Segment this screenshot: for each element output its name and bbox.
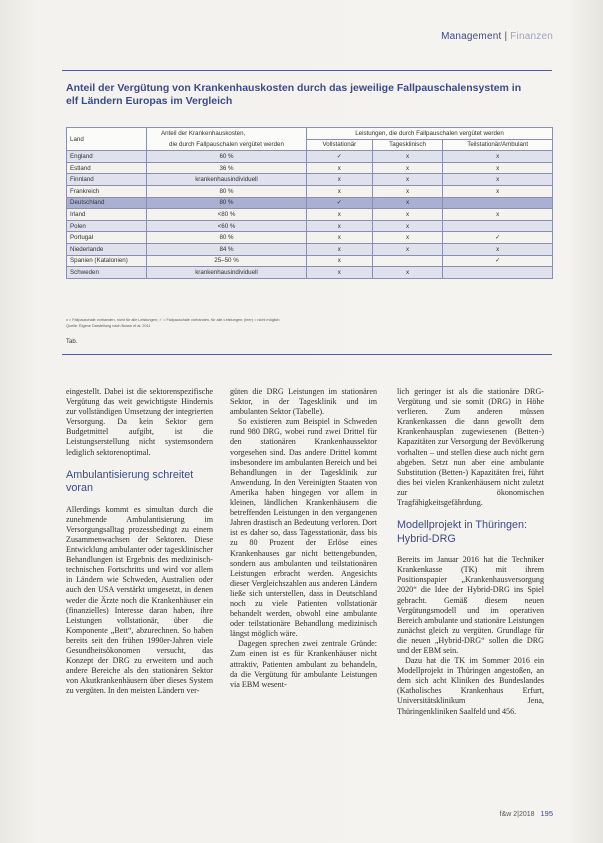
cell-tagesklinisch: x [372,151,443,163]
table-row [67,267,553,279]
cell-land: Schweden [67,267,147,279]
cell-anteil: 80 % [147,197,307,209]
cell-tagesklinisch: x [372,220,443,232]
header-leistungen: Leistungen, die durch Fallpauschalen vergütet werden [307,128,553,140]
page-number: 195 [540,809,553,818]
cell-teilstationaer [443,267,553,279]
cell-anteil: 80 % [147,185,307,197]
paragraph: eingestellt. Dabei ist die sektorenspezifische Vergütung das weit gewichtigste Hindernis zur vollständigen Umsetzung der integrierten Versorgung. Da kein Sektor gern Budgetmittel aufgibt, ist die Leistungserstellung nicht systemsondern lediglich sektorenoptimal. [66,387,213,457]
cell-vollstationaer: ✓ [307,151,373,163]
paragraph: Dazu hat die TK im Sommer 2016 ein Modellprojekt in Thüringen angestoßen, an dem sich acht Kliniken des Bundeslandes (Katholisches Krankenhaus Erfurt, Universitätsklinikum Jena, Thüringenkliniken Saalfeld und 456. [397,656,544,716]
table-row-highlighted [67,197,553,209]
cell-land: Spanien (Katalonien) [67,255,147,267]
footnote-line: x = Fallpauschale vorhanden, nicht für alle Leistungen; ✓ = Fallpauschale vorhanden, für alle Leistungen; (leer) = nicht möglich [66,318,280,322]
table-row [67,220,553,232]
table-row [67,185,553,197]
cell-vollstationaer: x [307,174,373,186]
cell-anteil: 84 % [147,243,307,255]
table-title: Anteil der Vergütung von Krankenhauskosten durch das jeweilige Fallpauschalensystem in elf Ländern Europas im Vergleich [66,82,522,107]
cell-vollstationaer: x [307,209,373,221]
cell-teilstationaer: ✓ [443,232,553,244]
cell-land: Deutschland [67,197,147,209]
table-top-rule [62,70,552,71]
cell-teilstationaer: x [443,209,553,221]
header-anteil-line1: Anteil der Krankenhauskosten, [147,128,307,140]
paragraph: Allerdings kommt es simultan durch die zunehmende Ambulantisierung im Versorgungsalltag prozessbedingt zu einem Zusammenwachsen der Sektoren. Diese Entwicklung ambulanter oder tagesklinischer Behandlungen ist Ergebnis des medizinisch-technischen Fortschritts und wird vor allem in Ländern wie Schweden, Australien oder auch den USA verstärkt umgesetzt, in denen weder die Ärzte noch die Krankenhäuser ein (finanzielles) Interesse daran haben, ihre Leistungen vollstationär, über die Komponente „Bett“, abzurechnen. So haben bereits seit den frühen 1990er-Jahren viele Gesundheitsökonomen versucht, das Konzept der DRG zu erweitern und auch andere Bereiche als den stationären Sektor von Akutkrankenhäusern über dieses System zu vergüten. In den meisten Ländern ver- [66,504,213,696]
cell-anteil: 60 % [147,151,307,163]
text-column-1 [66,387,213,696]
cell-anteil: <80 % [147,209,307,221]
header-teilstationaer: Teilstationär/Ambulant [443,139,553,151]
subheading: Modellprojekt in Thüringen: Hybrid-DRG [397,519,528,545]
cell-land: Estland [67,162,147,174]
paragraph: So existieren zum Beispiel in Schweden rund 980 DRG, wobei rund zwei Drittel für den stationären Krankenhaussektor vorgesehen sind. Das andere Drittel kommt insbesondere im ambulanten Bereich und bei Behandlungen in der Tagesklinik zur Anwendung. In den Vereinigten Staaten von Amerika haben hingegen vor allem in kleinen, ländlichen Krankenhäusern die betreffenden Leistungen in den vergangenen Jahren drastisch an Bedeutung verloren. Dort ist es daher so, dass Tagesstationär, dass bis zu 80 Prozent der Erlöse eines Krankenhauses gar nicht bettengebunden, sondern aus ambulanten und teilstationären Leistungen erbracht werden. Angesichts dieser Vergleichszahlen aus anderen Ländern ließe sich unterstellen, dass in Deutschland noch zu viele Patienten vollstationär behandelt werden, obwohl eine ambulante oder teilstationäre Behandlung medizinisch längst möglich wäre. [230,417,377,639]
cell-anteil: krankenhausindividuell [147,174,307,186]
table-row [67,243,553,255]
header-vollstationaer: Vollstationär [307,139,373,151]
cell-land: England [67,151,147,163]
subheading: Ambulantisierung schreitet voran [66,468,194,495]
cell-tagesklinisch: x [372,232,443,244]
cell-vollstationaer: x [307,243,373,255]
cell-land: Irland [67,209,147,221]
header-tagesklinisch: Tagesklinisch [372,139,443,151]
table-row [67,209,553,221]
cell-tagesklinisch: x [372,197,443,209]
cell-teilstationaer: x [443,162,553,174]
cell-tagesklinisch: x [372,185,443,197]
table-row [67,151,553,163]
cell-tagesklinisch: x [372,209,443,221]
footnote-line: Quelle: Eigene Darstellung nach Busse et al. 2011 [66,324,151,328]
journal-name: f&w 2|2018 [499,811,535,818]
table-row [67,162,553,174]
cell-anteil: 80 % [147,232,307,244]
cell-anteil: 25–50 % [147,255,307,267]
cell-vollstationaer: x [307,255,373,267]
section-header [441,31,553,42]
cell-teilstationaer: x [443,174,553,186]
table-row [67,174,553,186]
cell-teilstationaer [443,197,553,209]
header-anteil-line2: die durch Fallpauschalen vergütet werden [147,139,307,151]
cell-land: Frankreich [67,185,147,197]
paragraph: Bereits im Januar 2016 hat die Techniker Krankenkasse (TK) mit ihrem Positionspapier „Krankenhausversorgung 2020“ die Idee der Hybrid-DRG ins Spiel gebracht. Gemäß diesem neuen Vergütungsmodell und im operativen Bereich ambulante und stationäre Leistungen zunächst gleich zu vergüten. Grundlage für die neuen „Hybrid-DRG“ sollen die DRG und der EBM sein. [397,555,544,655]
text-column-2 [230,387,377,690]
cell-tagesklinisch: x [372,174,443,186]
paragraph: lich geringer ist als die stationäre DRG-Vergütung und sie somit (DRG) in Höhe verlieren. Zum anderen müssen Krankenkassen die dann gewollt dem Krankenhausplan zugewiesenen (Betten-) Kapazitäten zur Versorgung der Bevölkerung vorhalten – und stellen diese auch nicht gern abgeben. Setzt nun aber eine ambulante Substitution (Betten-) Kapazitäten frei, führt dies bei vielen Krankenhäusern nicht zuletzt zur ökonomischen Tragfähigkeitsgefährdung. [397,387,544,508]
cell-tagesklinisch [372,255,443,267]
cell-vollstationaer: x [307,162,373,174]
cell-land: Finnland [67,174,147,186]
cell-tagesklinisch: x [372,162,443,174]
table-footnote [66,317,366,329]
cell-land: Polen [67,220,147,232]
cell-teilstationaer: x [443,243,553,255]
cell-land: Niederlande [67,243,147,255]
cell-teilstationaer: x [443,185,553,197]
cell-anteil: <60 % [147,220,307,232]
section-name: Management [441,31,502,42]
cell-anteil: krankenhausindividuell [147,267,307,279]
header-land: Land [67,128,147,151]
cell-teilstationaer: x [443,151,553,163]
page-footer [500,809,553,818]
cell-tagesklinisch: x [372,243,443,255]
table-row [67,255,553,267]
cell-vollstationaer: x [307,185,373,197]
cell-vollstationaer: x [307,267,373,279]
section-separator: | [504,31,508,42]
cell-anteil: 36 % [147,162,307,174]
cell-teilstationaer: ✓ [443,255,553,267]
table-row [67,232,553,244]
text-column-3 [397,387,544,717]
cell-vollstationaer: x [307,232,373,244]
paragraph: güten die DRG Leistungen im stationären Sektor, in der Tagesklinik und im ambulanten Sektor (Tabelle). [230,387,377,417]
comparison-table [66,127,553,279]
cell-land: Portugal [67,232,147,244]
cell-teilstationaer [443,220,553,232]
cell-tagesklinisch: x [372,267,443,279]
cell-vollstationaer: ✓ [307,197,373,209]
table-label: Tab. [66,339,78,345]
subsection-name: Finanzen [510,31,553,42]
cell-vollstationaer: x [307,220,373,232]
paragraph: Dagegen sprechen zwei zentrale Gründe: Zum einen ist es für Krankenhäuser nicht attraktiv, Patienten ambulant zu behandeln, da die Vergütung für ambulante Leistungen via EBM wesent- [230,639,377,689]
table-bottom-rule [62,354,552,355]
